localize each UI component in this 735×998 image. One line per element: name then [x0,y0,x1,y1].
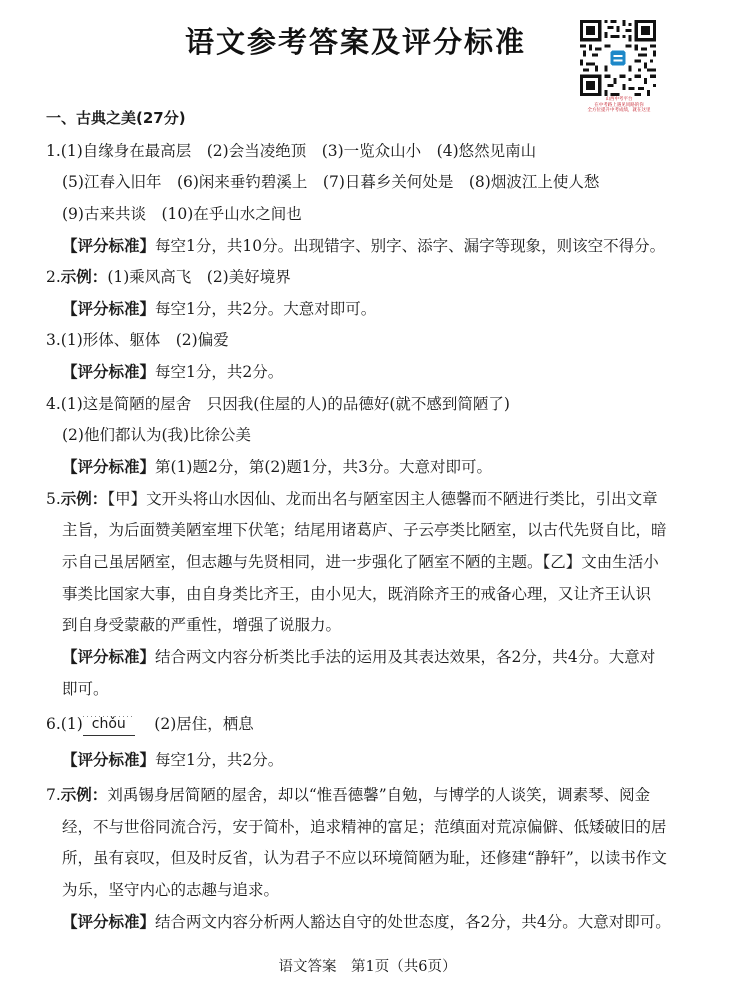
qr-code-icon [580,20,656,96]
question-4-line [46,394,510,414]
answer-line: 事类比国家大事，由自身类比齐王，由小见大，既消除齐王的戒备心理，又让齐王认识 [62,585,652,603]
example-prefix: 示例： [60,490,108,508]
example-prefix: 示例： [60,268,108,286]
rubric-text: 每空1分，共10分。出现错字、别字、添字、漏字等现象，则该空不得分。 [155,237,666,255]
rubric-line [62,457,492,477]
rubric-line [62,362,283,382]
rubric-tag: 【评分标准】 [62,648,156,666]
question-number: 1. [46,142,61,160]
answer-line: (2)他们都认为(我)比徐公美 [62,426,252,444]
question-3-line [46,330,229,350]
answer-text: (1)这是简陋的屋舍 只因我(住屋的人)的品德好(就不感到简陋了) [60,395,510,413]
rubric-tag: 【评分标准】 [62,913,156,931]
rubric-text: 每空1分，共2分。 [155,363,284,381]
answer-line: 示自己虽居陋室，但志趣与先贤相同，进一步强化了陋室不陋的主题。【乙】文由生活小 [62,553,659,571]
question-5-line [46,489,658,509]
answer-text: (1)乘风高飞 (2)美好境界 [107,268,291,286]
rubric-text: 结合两文内容分析两人豁达自守的处世态度，各2分，共4分。大意对即可。 [155,913,671,931]
rubric-line [62,912,671,932]
rubric-tag: 【评分标准】 [62,751,156,769]
page-footer: 语文答案 第1页（共6页） [278,959,457,975]
answer-line: 为乐，坚守内心的志趣与追求。 [62,881,280,899]
rubric-line [62,236,665,256]
answer-line: 所，虽有哀叹，但及时反省，认为君子不应以环境简陋为耻，还修建“静轩”，以读书作文 [62,849,667,867]
question-7-line [46,785,650,805]
rubric-text: 每空1分，共2分。 [155,751,284,769]
rubric-tag: 【评分标准】 [62,300,156,318]
qr-caption [560,97,678,114]
answer-text: 刘禹锡身居简陋的屋舍，却以“惟吾德馨”自勉，与博学的人谈笑，调素琴、阅金 [107,786,651,804]
pinyin-writing-box [83,715,135,733]
rubric-text: 结合两文内容分析类比手法的运用及其表达效果，各2分，共4分。大意对 [155,648,656,666]
answer-line: 到自身受蒙蔽的严重性，增强了说服力。 [62,616,342,634]
page-title: 语文参考答案及评分标准 [185,25,527,59]
answer-line: (5)江春入旧年 (6)闲来垂钓碧溪上 (7)日暮乡关何处是 (8)烟波江上使人愁 [62,173,600,191]
qr-caption-line: 在中考路上遇见同路的你 [594,102,644,108]
rubric-text: 第(1)题2分，第(2)题1分，共3分。大意对即可。 [155,458,493,476]
qr-caption-line: 全方位提升中考成绩，就在这里 [587,108,651,113]
question-6-line [46,714,254,734]
answer-line: (9)古来共谈 (10)在乎山水之间也 [62,205,302,223]
answer-text: (1) [60,715,83,733]
rubric-tag: 【评分标准】 [62,237,156,255]
question-1-line [46,141,536,161]
rubric-line: 即可。 [62,680,109,698]
rubric-tag: 【评分标准】 [62,458,156,476]
answer-text: (2)居住，栖息 [154,715,254,733]
answer-text: 【甲】文开头将山水因仙、龙而出名与陋室因主人德馨而不陋进行类比，引出文章 [107,490,658,508]
rubric-line [62,647,655,667]
pinyin-answer: chǒu [91,716,126,732]
question-2-line [46,267,291,287]
question-number: 2. [46,268,61,286]
qr-caption-line: 山西中考平台 [605,97,633,102]
qr-code[interactable] [580,20,656,96]
question-number: 7. [46,786,61,804]
section-heading: 一、古典之美(27分) [46,109,186,127]
answer-line: 经，不与世俗同流合污，安于简朴，追求精神的富足；范缜面对荒凉偏僻、低矮破旧的居 [62,818,667,836]
question-number: 3. [46,331,61,349]
answer-text: (1)自缘身在最高层 (2)会当凌绝顶 (3)一览众山小 (4)悠然见南山 [60,142,537,160]
question-number: 5. [46,490,61,508]
question-number: 4. [46,395,61,413]
example-prefix: 示例： [60,786,108,804]
rubric-tag: 【评分标准】 [62,363,156,381]
rubric-line [62,750,283,770]
answer-text: (1)形体、躯体 (2)偏爱 [60,331,229,349]
answer-line: 主旨，为后面赞美陋室埋下伏笔；结尾用诸葛庐、子云亭类比陋室，以古代先贤自比，暗 [62,521,667,539]
question-number: 6. [46,715,61,733]
rubric-text: 每空1分，共2分。大意对即可。 [155,300,377,318]
rubric-line [62,299,376,319]
